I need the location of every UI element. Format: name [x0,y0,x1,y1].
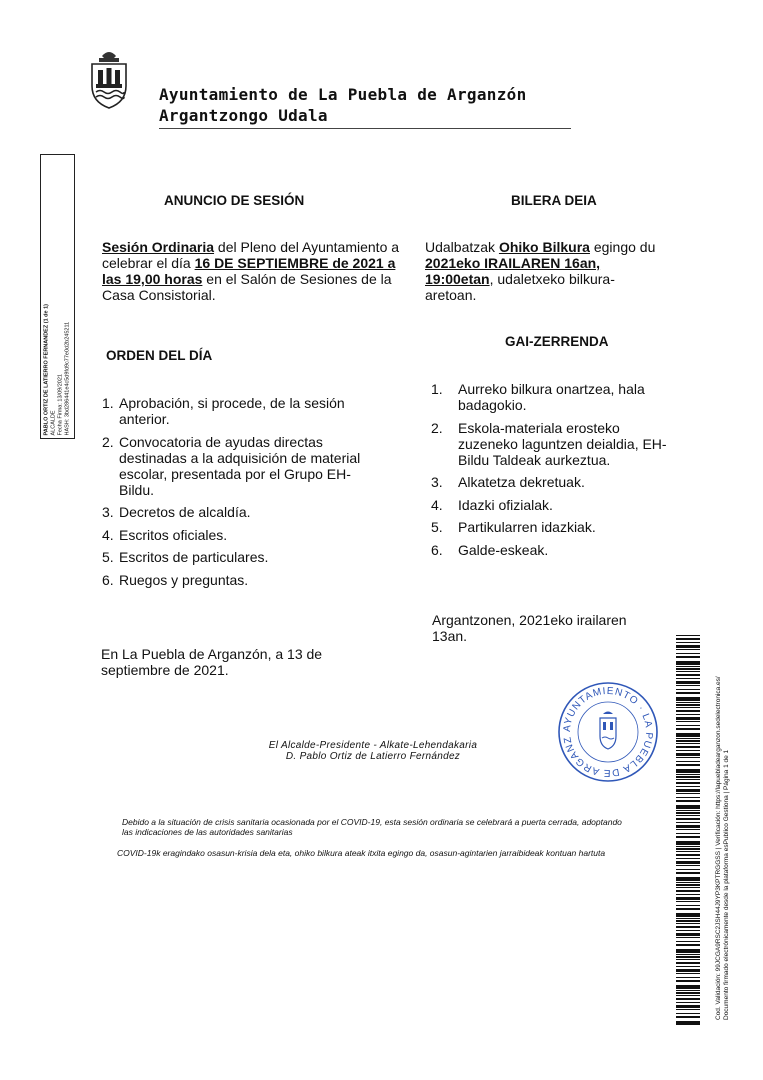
signature-box-signer: PABLO ORTIZ DE LATIERRO FERNANDEZ (1 de 1) [43,304,50,436]
item-number: 1. [431,381,443,397]
right-agenda-heading: GAI-ZERRENDA [505,334,609,349]
left-intro [102,239,402,303]
right-intro [425,239,665,303]
intro-text-es-1: del Pleno del Ayuntamiento a celebrar el día [102,239,400,271]
item-number: 6. [431,541,443,558]
list-item [431,420,676,468]
verification-footer [715,620,731,1020]
item-text: Escritos de particulares. [119,549,269,565]
item-number: 3. [431,474,443,490]
item-number: 4. [102,526,114,543]
session-date-eu: 2021eko IRAILAREN 16an, 19:00etan [425,255,601,287]
municipality-header [159,84,527,126]
validation-barcode [676,635,700,1025]
item-text: Partikularren idazkiak. [458,519,596,535]
right-agenda-list [431,381,676,564]
item-text: Aurreko bilkura onartzea, hala badagokio. [458,381,645,413]
right-place-date: Argantzonen, 2021eko irailaren 13an. [432,612,627,644]
electronic-signature-box [40,154,75,439]
item-text: Alkatetza dekretuak. [458,474,585,490]
header-line-2: Argantzongo Udala [159,106,328,125]
item-number: 3. [102,504,114,520]
right-heading: BILERA DEIA [511,193,597,208]
list-item [431,474,676,490]
municipal-coat-of-arms-logo [86,48,132,110]
list-item [102,434,367,498]
stamp-text: AYUNTAMIENTO · LA PUEBLA DE ARGANZ [561,685,655,779]
left-agenda-heading: ORDEN DEL DÍA [106,348,213,363]
header-line-1: Ayuntamiento de La Puebla de Arganzón [159,85,527,104]
official-stamp [556,680,660,784]
list-item [102,527,367,543]
covid-note-es: Debido a la situación de crisis sanitaria ocasionada por el COVID-19, esta sesión ordinaria se celebrará a puerta cerrada, adoptando las indicaciones de las autoridades sanitarias [122,817,622,837]
item-number: 6. [102,571,114,588]
session-date-es: 16 DE SEPTIEMBRE de 2021 a las 19,00 horas [102,255,396,287]
left-agenda-list [102,395,367,594]
signature-box-role: ALCALDE [50,410,57,436]
item-number: 4. [431,496,443,513]
list-item [431,497,676,513]
list-item [102,549,367,565]
item-number: 5. [431,519,443,535]
list-item [102,572,367,588]
signature-box-hash: HASH: 3bd286441e4c5d9fd9c77e0d2b245211 [64,321,71,436]
item-number: 2. [102,433,114,450]
signature-box-date: Fecha Firma: 13/09/2021 [57,374,64,436]
intro-text-eu-3: , udaletxeko bilkura-aretoan. [425,271,615,303]
left-heading: ANUNCIO DE SESIÓN [164,193,305,208]
intro-text-eu-1: Udalbatzak [425,239,499,255]
list-item [431,542,676,558]
validation-code-line: Cod. Validación: 99JCGA9RSC2JSH44J9YP3KPTRGGSS | Verificación: https://lapuebladearganzon.sedelectronica.es/ [715,676,722,1020]
signature-role: El Alcalde-Presidente - Alkate-Lehendakaria [268,740,478,751]
item-text: Decretos de alcaldía. [119,504,251,520]
item-text: Eskola-materiala erosteko zuzeneko laguntzen deialdia, EH-Bildu Taldeak aurkeztua. [458,419,667,468]
intro-text-es-2: en el Salón de Sesiones de la Casa Consistorial. [102,271,392,303]
item-text: Aprobación, si procede, de la sesión anterior. [119,395,345,427]
covid-note-eu: COVID-19k eragindako osasun-krisia dela eta, ohiko bilkura ateak itxita egingo da, osasun-agintarien jarraibideak kontuan hartuta [117,848,606,858]
list-item [102,395,367,427]
item-number: 1. [102,395,114,411]
signature-block [233,740,513,762]
intro-text-eu-2: egingo du [589,239,656,255]
list-item [431,381,676,413]
list-item [431,519,676,535]
item-number: 5. [102,549,114,565]
signature-box-text [44,153,72,436]
electronic-signature-line: Documento firmado electrónicamente desde la plataforma esPublico Gestiona | Página 1 de 1 [723,749,730,1020]
signature-name: D. Pablo Ortiz de Latierro Fernández [285,751,461,762]
item-number: 2. [431,419,443,436]
session-type-eu: Ohiko Bilkura [498,239,590,255]
left-place-date: En La Puebla de Arganzón, a 13 de septiembre de 2021. [101,646,323,678]
session-type-es: Sesión Ordinaria [102,239,215,255]
item-text: Idazki ofizialak. [458,496,553,513]
item-text: Convocatoria de ayudas directas destinadas a la adquisición de material escolar, presentada por el Grupo EH-Bildu. [119,433,361,498]
item-text: Ruegos y preguntas. [119,571,249,588]
header-divider [159,128,571,129]
item-text: Galde-eskeak. [458,541,549,558]
list-item [102,504,367,520]
item-text: Escritos oficiales. [119,526,228,543]
